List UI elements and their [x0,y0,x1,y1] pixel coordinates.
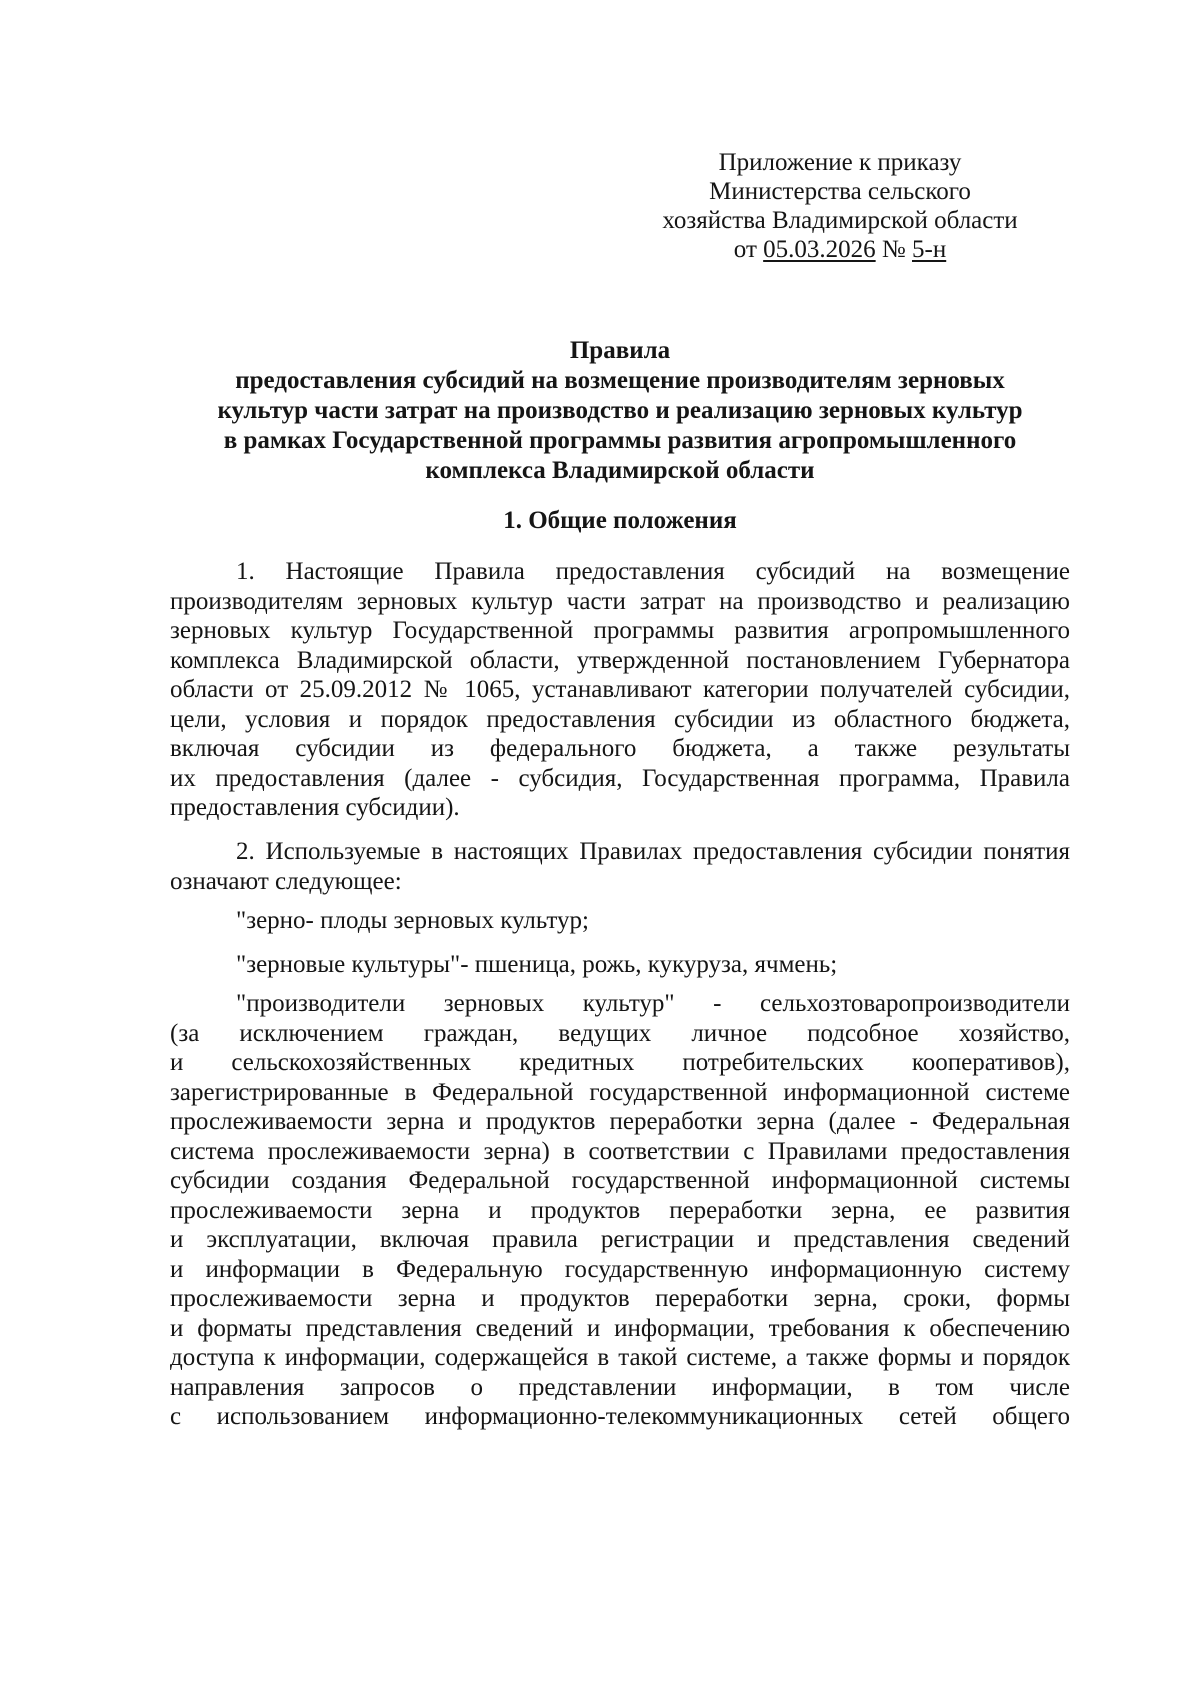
paragraph-line: 2. Используемые в настоящих Правилах предоставления субсидии понятия [236,838,1070,865]
paragraph-line: цели, условия и порядок предоставления субсидии из областного бюджета, [170,705,1070,733]
paragraph-line: прослеживаемости зерна и продуктов переработки зерна, сроки, формы [170,1285,1070,1312]
appendix-header [620,148,1060,264]
document-title [170,336,1070,486]
appendix-header-line: хозяйства Владимирской области [662,207,1018,234]
number-sign: № [881,236,906,263]
definition-grain-crops [170,950,1070,980]
appendix-header-line: Министерства сельского [709,178,971,205]
paragraph-line: их предоставления (далее - субсидия, Государственная программа, Правила [170,764,1070,792]
paragraph-line: направления запросов о представлении информации, в том числе [170,1373,1070,1401]
order-reference [620,235,1060,264]
appendix-header-line: Приложение к приказу [718,149,962,176]
paragraph-line: и эксплуатации, включая правила регистрации и представления сведений [170,1226,1070,1253]
paragraph-line: с использованием информационно-телекоммуникационных сетей общего [170,1403,1070,1430]
section-heading: 1. Общие положения [503,507,737,534]
paragraph-line: зерновых культур Государственной программы развития агропромышленного [170,617,1070,644]
order-date: 05.03.2026 [763,236,876,263]
paragraph-line: прослеживаемости зерна и продуктов переработки зерна, ее развития [170,1196,1070,1224]
definition-grain [170,906,1070,936]
paragraph-line: включая субсидии из федерального бюджета, а также результаты [170,735,1070,762]
paragraph-1 [170,557,1070,823]
paragraph-line: субсидии создания Федеральной государственной информационной системы [170,1167,1070,1194]
paragraph-line: означают следующее: [170,867,402,895]
paragraph-line: 1. Настоящие Правила предоставления субсидий на возмещение [236,558,1070,585]
definition-grain-producers [170,989,1070,1432]
paragraph-line: "зерно- плоды зерновых культур; [236,907,589,934]
paragraph-line: зарегистрированные в Федеральной государственной информационной системе [170,1078,1070,1106]
order-prefix: от [733,236,757,263]
paragraph-line: комплекса Владимирской области, утвержденной постановлением Губернатора [170,646,1070,674]
title-line: культур части затрат на производство и реализацию зерновых культур [217,397,1023,424]
paragraph-line: области от 25.09.2012 № 1065, устанавливают категории получателей субсидии, [170,676,1070,703]
paragraph-line: "производители зерновых культур" - сельхозтоваропроизводители [236,990,1070,1017]
title-line: в рамках Государственной программы развития агропромышленного [223,427,1017,454]
paragraph-line: предоставления субсидии). [170,794,460,821]
paragraph-line: и сельскохозяйственных кредитных потребительских кооперативов), [170,1049,1070,1076]
paragraph-line: система прослеживаемости зерна) в соответствии с Правилами предоставления [170,1137,1070,1165]
paragraph-line: производителям зерновых культур части затрат на производство и реализацию [170,587,1070,615]
paragraph-line: и форматы представления сведений и информации, требования к обеспечению [170,1314,1070,1342]
order-number: 5-н [912,236,947,263]
paragraph-line: (за исключением граждан, ведущих личное подсобное хозяйство, [170,1019,1070,1047]
paragraph-line: доступа к информации, содержащейся в такой системе, а также формы и порядок [170,1344,1070,1371]
title-line: комплекса Владимирской области [425,457,815,484]
paragraph-line: прослеживаемости зерна и продуктов переработки зерна (далее - Федеральная [170,1108,1070,1135]
paragraph-2 [170,837,1070,896]
title-line: Правила [569,337,671,364]
paragraph-line: "зерновые культуры"- пшеница, рожь, кукуруза, ячмень; [236,951,838,978]
paragraph-line: и информации в Федеральную государственную информационную систему [170,1255,1070,1283]
title-line: предоставления субсидий на возмещение производителям зерновых [235,367,1005,394]
